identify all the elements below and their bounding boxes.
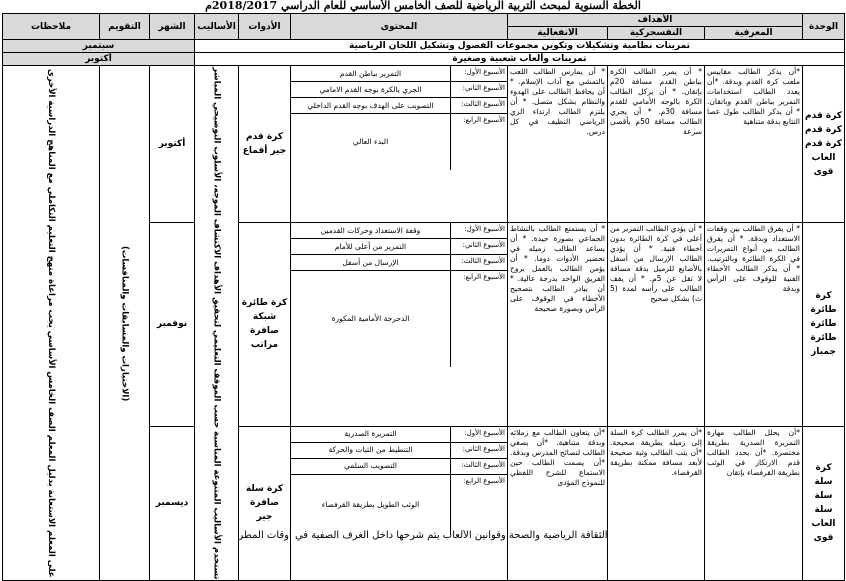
tools-header: الأدوات — [239, 14, 291, 40]
week-topic: التصويب السلمي — [344, 461, 397, 471]
september-text: تمرينات نظامية وتشكيلات وتكوين مجموعات الفصول وتشكيل اللجان الرياضية — [195, 40, 845, 53]
unit-name: كرة طائرة طائرة طائرة جمباز — [803, 223, 845, 426]
september-label: سبتمبر — [3, 40, 195, 53]
week-row — [291, 98, 507, 114]
psychomotor-objectives: * أن يؤدي الطالب التمرير من أعلى في كرة الطائرة بدون أخطاء فنية. * أن يؤدي الطالب الإرسال من أسفل بالأصابع للزميل بدقة مسافة لا تقل عن 5م. * أن يقف الطالب على رأسه لمدة (5 ث) بشكل صحيح — [608, 223, 705, 426]
week-row — [291, 255, 507, 271]
week-topic: التصويب على الهدف بوجه القدم الداخلي — [307, 100, 434, 110]
weekly-content — [291, 223, 508, 426]
unit-name: كرة قدم كرة قدم كرة قدم العاب قوى — [803, 66, 845, 223]
evaluation-cell: (الاختبارات والمسابقات والمنافسات) — [100, 66, 150, 581]
week-label: الأسبوع الثالث: — [450, 459, 507, 474]
week-row — [291, 427, 507, 443]
objectives-header: الأهداف — [508, 14, 803, 27]
affective-objectives: *أن يتعاون الطالب مع زملائه وبدقة متناهية. *أن يصغي الطالب لنصائح المدرس وبدقة. *أن يصمت الطالب حين الاستماع للشرح اللفظي للنموذج المؤدى — [508, 426, 608, 581]
tools-cell: كرة سلة صافرة جير — [239, 426, 291, 581]
affective-objectives: * أن يمارس الطالب اللعب بالتمشي مع آداب الإسلام. * أن يحافظ الطالب على الهدوء والنظام بشكل متصل. * أن يلتزم الطالب ارتداء الزي الرياضي النظيف في كل درس. — [508, 66, 608, 223]
weekly-content — [291, 426, 508, 581]
week-label: الأسبوع الثاني: — [450, 82, 507, 97]
month-header: الشهر — [150, 14, 195, 40]
week-row — [291, 475, 507, 535]
month-cell: أكتوبر — [150, 66, 195, 223]
unit-row-football — [3, 66, 845, 223]
week-label: الأسبوع الثاني: — [450, 239, 507, 254]
methods-header: الأساليب — [195, 14, 239, 40]
page-title: الخطة السنوية لمبحث التربية الرياضية للصف الخامس الأساسي للعام الدراسي 2018/2017م — [205, 0, 641, 12]
affective-header: الانفعالية — [508, 27, 608, 40]
week-row — [291, 114, 507, 170]
header-row — [3, 14, 845, 27]
week-label: الأسبوع الأول: — [450, 66, 507, 81]
week-label: الأسبوع الأول: — [450, 223, 507, 238]
weekly-content — [291, 66, 508, 223]
week-label: الأسبوع الثاني: — [450, 443, 507, 458]
cognitive-objectives: * أن يفرق الطالب بين وقفات الاستعداد وبدقة. * أن يفرق الطالب بين أنواع التمريرات في الكرة الطائرة وبالترتيب. * أن يذكر الطالب الأخطاء الفنية للوقوف على الرأس وبدقة — [705, 223, 803, 426]
methods-cell: تستخدم الأساليب المتنوعة المناسبة حسب الموقف التعليمي لتحقيق الأهداف الاكتشاف الموجه، الأسلوب التوضيحي المباشر — [195, 66, 239, 581]
tools-cell: كرة طائرة شبكة صافرة مراتب — [239, 223, 291, 426]
cognitive-objectives: *أن يذكر الطالب مقاييس ملعب كرة القدم وبدقة. *أن يعدد الطالب استخدامات التمرير بباطن القدم وباتقان. * أن يذكر الطالب طول عصا التتابع بدقة متناهية — [705, 66, 803, 223]
psychomotor-objectives: *أن يمرر الطالب كرة السلة إلى زميله بطريقة صحيحة. *أن يثب الطالب وثبة صحيحة لأبعد مسافة ممكنة بطريقة القرفصاء. — [608, 426, 705, 581]
week-row — [291, 271, 507, 367]
september-row — [3, 40, 845, 53]
footer-note: الثقافة الرياضية والصحة وقوانين الألعاب يتم شرحها داخل الغرف الصفية في أوقات المطر — [238, 530, 608, 541]
week-topic: الإرسال من أسفل — [342, 257, 399, 267]
week-row — [291, 443, 507, 459]
week-topic: التنطيط من الثبات والحركة — [328, 445, 413, 455]
week-topic: التمريرة الصدرية — [344, 429, 397, 439]
unit-header: الوحدة — [803, 14, 845, 40]
week-topic: التمرير بباطن القدم — [339, 68, 402, 78]
week-topic: الدحرجة الأمامية المكورة — [331, 314, 410, 324]
psychomotor-header: النفسحركية — [608, 27, 705, 40]
week-row — [291, 223, 507, 239]
week-row — [291, 66, 507, 82]
week-label: الأسبوع الأول: — [450, 427, 507, 442]
october-label: أكتوبر — [3, 53, 195, 66]
week-label: الأسبوع الرابع: — [450, 114, 507, 170]
unit-name: كرة سلة سلة سلة العاب قوى — [803, 426, 845, 581]
psychomotor-objectives: * أن يمرر الطالب الكرة بباطن القدم مسافة 20م بإتقان. * أن يركل الطالب الكرة بالوجه الأمامي للقدم مسافة 30م. * أن يجري الطالب مسافة 50م بأقصى سرعة — [608, 66, 705, 223]
notes-cell: على المعلم الاستعانة بدليل المعلم الصف الخامس الأساسي يجب مراعاة منهج التعليم التكاملي مع المناهج الدراسية الأخرى — [3, 66, 100, 581]
cognitive-header: المعرفية — [705, 27, 803, 40]
october-banner-row — [3, 53, 845, 66]
week-row — [291, 459, 507, 475]
week-label: الأسبوع الثالث: — [450, 98, 507, 113]
annual-plan-table — [2, 13, 845, 581]
week-topic: الجري بالكرة بوجه القدم الامامي — [319, 84, 422, 94]
week-topic: التمرير من أعلى للأمام — [334, 241, 407, 251]
content-header: المحتوى — [291, 14, 508, 40]
cognitive-objectives: *أن يحلل الطالب مهارة التمريرة الصدرية بطريقة مختصرة. *أن يحدد الطالب قدم الارتكاز في الوثب بطريقة القرفصاء بإتقان — [705, 426, 803, 581]
tools-cell: كرة قدم جير أقماع — [239, 66, 291, 223]
week-label: الأسبوع الثالث: — [450, 255, 507, 270]
notes-header: ملاحظات — [3, 14, 100, 40]
week-topic: الوثب الطويل بطريقة القرفصاء — [321, 499, 420, 509]
affective-objectives: * أن يستمتع الطالب بالنشاط الجماعي بصورة جيدة. * أن يساعد الطالب زميله في تحضير الأدوات دوما. * أن يؤمن الطالب بالعمل بروح الفريق الواحد بدرجة عالية. * أن يبادر الطالب بتصحيح الأخطاء في الوقوف على الرأس وبصورة صحيحة — [508, 223, 608, 426]
week-label: الأسبوع الرابع: — [450, 475, 507, 535]
week-row — [291, 239, 507, 255]
week-topic: وقفة الاستعداد وحركات القدمين — [320, 225, 421, 235]
october-text: تمرينات وألعاب شعبية وصغيرة — [195, 53, 845, 66]
month-cell: نوفمبر — [150, 223, 195, 426]
week-topic: البدء العالي — [352, 137, 389, 146]
evaluation-header: التقويم — [100, 14, 150, 40]
month-cell: ديسمبر — [150, 426, 195, 581]
week-label: الأسبوع الرابع: — [450, 271, 507, 367]
week-row — [291, 82, 507, 98]
